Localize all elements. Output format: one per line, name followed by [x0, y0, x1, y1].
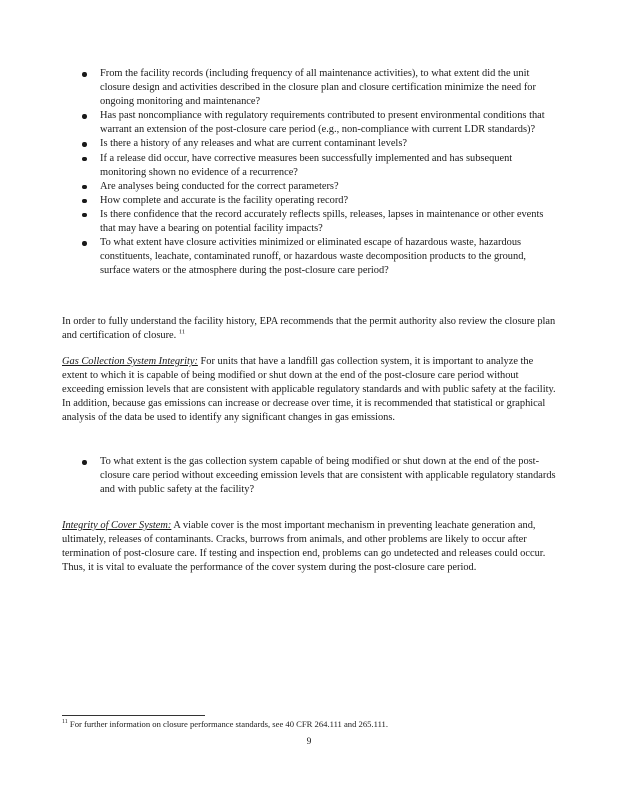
list-item-text: How complete and accurate is the facility operating record?	[100, 194, 349, 206]
review-questions-list	[76, 67, 556, 278]
page-number: 9	[306, 737, 312, 747]
bullet-icon	[82, 142, 87, 147]
list-item	[76, 236, 556, 278]
bullet-icon	[82, 185, 87, 190]
list-item	[76, 109, 556, 137]
list-item	[76, 137, 556, 151]
bullet-icon	[82, 460, 87, 465]
footnote-number: 11	[62, 719, 68, 726]
bullet-icon	[82, 72, 87, 77]
gas-collection-paragraph	[62, 355, 560, 425]
footnote	[62, 719, 562, 730]
history-paragraph-text: In order to fully understand the facility history, EPA recommends that the permit authority also review the closure plan and certification of closure.	[62, 316, 556, 342]
bullet-icon	[82, 199, 87, 204]
list-item-text: To what extent is the gas collection system capable of being modified or shut down at the end of the post-closure care period without exceeding emission levels that are consistent with applicable regulatory standards and with public safety at the facility?	[100, 456, 556, 496]
gas-collection-questions-list	[76, 455, 556, 497]
list-item	[76, 208, 556, 236]
list-item	[76, 194, 556, 208]
list-item-text: Are analyses being conducted for the correct parameters?	[100, 180, 339, 192]
list-item-text: From the facility records (including frequency of all maintenance activities), to what extent did the unit closure design and activities described in the closure plan and closure certification minimize the need for ongoing monitoring and maintenance?	[100, 68, 536, 108]
bullet-icon	[82, 241, 87, 246]
list-item	[76, 152, 556, 180]
list-item-text: Is there a history of any releases and what are current contaminant levels?	[100, 138, 407, 150]
list-item-text: Is there confidence that the record accurately reflects spills, releases, lapses in maintenance or other events that may have a bearing on potential facility impacts?	[100, 208, 544, 235]
gas-collection-heading: Gas Collection System Integrity:	[62, 356, 198, 367]
cover-system-paragraph	[62, 519, 560, 575]
list-item-text: To what extent have closure activities minimized or eliminated escape of hazardous waste, hazardous constituents, leachate, contaminated runoff, or hazardous waste decomposition products to the ground, surface waters or the atmosphere during the post-closure care period?	[100, 237, 526, 277]
list-item-text: If a release did occur, have corrective measures been successfully implemented and has subsequent monitoring shown no evidence of a recurrence?	[100, 152, 513, 178]
list-item-text: Has past noncompliance with regulatory requirements contributed to present environmental conditions that warrant an extension of the post-closure care period (e.g., non-compliance with current LDR standards)?	[100, 110, 545, 136]
bullet-icon	[82, 213, 87, 218]
cover-system-body: A viable cover is the most important mechanism in preventing leachate generation and, ultimately, releases of contaminants. Cracks, burrows from animals, and other problems are likely to occur after termination of post-closure care. If testing and inspection end, problems can go undetected and releases could occur. Thus, it is vital to evaluate the performance of the cover system during the post-closure care period.	[62, 520, 546, 574]
list-item	[76, 455, 556, 497]
footnote-divider	[62, 715, 205, 716]
list-item	[76, 67, 556, 109]
bullet-icon	[82, 114, 87, 119]
history-paragraph	[62, 315, 560, 343]
list-item	[76, 180, 556, 194]
cover-system-heading: Integrity of Cover System:	[62, 520, 172, 531]
gas-collection-body: For units that have a landfill gas collection system, it is important to analyze the extent to which it is capable of being modified or shut down at the end of the post-closure care period without exceeding emission levels that are consistent with applicable regulatory standards and with public safety at the facility. In addition, because gas emissions can increase or decrease over time, it is recommended that statistical or graphical analysis of the data be used to identify any significant changes in gas emissions.	[62, 356, 556, 424]
bullet-icon	[82, 157, 87, 162]
footnote-reference[interactable]: 11	[178, 328, 186, 336]
footnote-text: For further information on closure performance standards, see 40 CFR 264.111 and 265.111.	[67, 719, 388, 729]
